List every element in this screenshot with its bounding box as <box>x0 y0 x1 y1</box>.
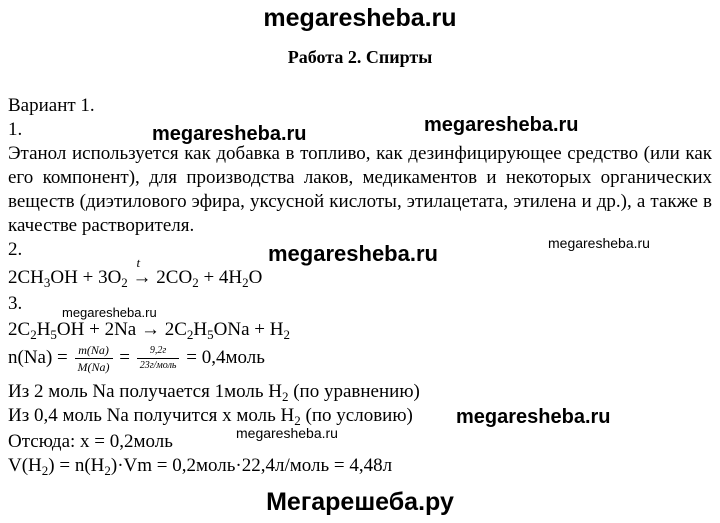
watermark: megaresheba.ru <box>268 241 438 266</box>
question-1-answer: Этанол используется как добавка в топливо, как дезинфицирующее средство (или как его компонент), для производства лаков, медикаментов и некоторых органических веществ (диэтилового эфира, уксусной кислоты, этилацетата, этилена и др.), а также в качестве растворителя. <box>8 143 712 236</box>
page-title: Работа 2. Спирты <box>287 47 433 67</box>
watermark: megaresheba.ru <box>424 114 579 136</box>
site-footer-watermark: Мегарешеба.ру <box>266 488 454 516</box>
site-header-watermark: megaresheba.ru <box>263 4 457 32</box>
sodium-reaction-equation: $2C_2H_5OH + 2Na \to 2C_2H_5ONa + H_2$ <box>8 319 290 342</box>
mass-over-molar-fraction: $\frac{m(Na)}{M(Na)}$ <box>75 344 113 373</box>
question-1-number: 1. <box>8 119 23 140</box>
watermark: megaresheba.ru <box>456 406 611 428</box>
heat-condition: t <box>136 255 141 270</box>
watermark: megaresheba.ru <box>152 123 307 145</box>
variant-label: Вариант 1. <box>8 95 95 116</box>
proportion-by-equation: Из 2 моль Na получается 1моль $H_2$ (по уравнению) <box>8 381 420 404</box>
watermark: megaresheba.ru <box>236 425 338 441</box>
question-2-number: 2. <box>8 239 23 260</box>
numeric-fraction: $\frac{9,2г}{\text{23г/моль}}$ <box>137 346 180 371</box>
hydrogen-volume-result: $V(H_2) = n(H_2)\cdot Vm$ = 0,2моль·22,4л/моль = 4,48л <box>8 455 393 478</box>
result-x: Отсюда: x = 0,2моль <box>8 431 173 452</box>
moles-calculation: n(Na) = $\frac{m(Na)}{M(Na)}$ = $\frac{9,2г}{\text{23г/моль}}$ = 0,4моль <box>8 343 265 374</box>
watermark: megaresheba.ru <box>548 235 650 251</box>
reaction-arrow: t → <box>133 266 152 290</box>
question-3-number: 3. <box>8 293 23 314</box>
proportion-by-condition: Из 0,4 моль Na получится x моль $H_2$ (по условию) <box>8 405 413 428</box>
watermark: megaresheba.ru <box>62 305 157 320</box>
combustion-equation: $2CH_3OH + 3O_2$ t → $2CO_2 + 4H_2O$ <box>8 266 262 290</box>
